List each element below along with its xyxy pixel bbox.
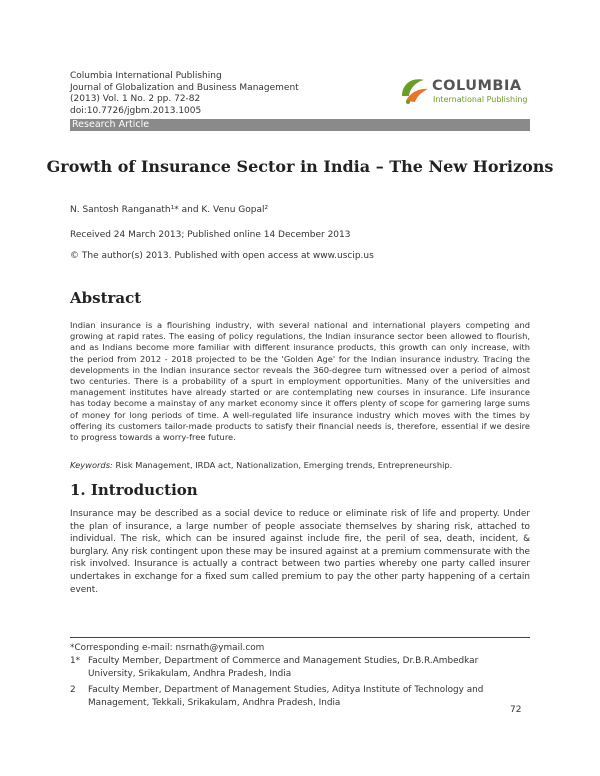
journal-name: Journal of Globalization and Business Management [70,82,299,93]
paper-title: Growth of Insurance Sector in India – The New Horizons [46,157,554,176]
logo-wordmark: COLUMBIA [432,78,522,94]
keywords [70,460,452,470]
footnote-divider [70,637,530,638]
footnote-number: 1* [70,655,81,666]
publication-dates: Received 24 March 2013; Published online 14 December 2013 [70,230,351,240]
doi[interactable]: doi:10.7726/jgbm.2013.1005 [70,105,202,116]
corresponding-email: *Corresponding e-mail: nsrnath@ymail.com [70,643,265,653]
copyright-notice: © The author(s) 2013. Published with open access at www.uscip.us [70,251,374,261]
article-type-banner: Research Article [70,119,530,131]
footnote-affiliation-2 [70,684,483,710]
journal-header [70,71,299,117]
page-number: 72 [510,705,522,715]
volume-info: (2013) Vol. 1 No. 2 pp. 72-82 [70,94,201,104]
columbia-logo [398,74,530,108]
keywords-label: Keywords: [70,460,113,470]
footnotes [70,642,483,710]
abstract-text: Indian insurance is a flourishing industry, with several national and international players competing and growing at rapid rates. The easing of policy regulations, the Indian insurance sector been allowed to flourish, and as Indians become more familiar with different insurance products, this growth can only increase, with the period from 2012 - 2018 projected to be the 'Golden Age' for the Indian insurance industry. Tracing the developments in the Indian insurance sector reveals the 360-degree turn witnessed over a period of almost two centuries. There is a probability of a spurt in employment opportunities. Many of the universities and management institutes have already started or are contemplating new courses in insurance. Life insurance has today become a mainstay of any market economy since it offers plenty of scope for garnering large sums of money for long periods of time. A well-regulated life insurance industry which moves with the times by offering its customers tailor-made products to satisfy their financial needs is, therefore, essential if we desire to progress towards a worry-free future. [70,320,530,443]
introduction-text: Insurance may be described as a social device to reduce or eliminate risk of life and property. Under the plan of insurance, a large number of people associate themselves by sharing risk, attached to individual. The risk, which can be insured against include fire, the peril of sea, death, incident, & burglary. Any risk contingent upon these may be insured against at a premium commensurate with the risk involved. Insurance is actually a contract between two parties whereby one party called insurer undertakes in exchange for a fixed sum called premium to pay the other party happening of a certain event. [70,509,530,595]
logo-subtitle: International Publishing [433,95,528,104]
footnote-affiliation-1 [70,655,483,681]
logo-emblem-icon [398,74,432,108]
publisher-name: Columbia International Publishing [70,71,222,81]
footnote-number: 2 [70,685,76,696]
affiliation-line: Management, Tekkali, Srikakulam, Andhra Pradesh, India [88,698,341,709]
affiliation-line: Faculty Member, Department of Management Studies, Aditya Institute of Technology and [88,685,484,696]
authors: N. Santosh Ranganath¹* and K. Venu Gopal² [70,205,269,215]
affiliation-line: University, Srikakulam, Andhra Pradesh, India [88,668,292,679]
keywords-list: Risk Management, IRDA act, Nationalization, Emerging trends, Entrepreneurship. [112,460,453,470]
affiliation-line: Faculty Member, Department of Commerce and Management Studies, Dr.B.R.Ambedkar [88,655,479,666]
introduction-heading: 1. Introduction [70,481,198,499]
abstract-heading: Abstract [70,289,142,307]
